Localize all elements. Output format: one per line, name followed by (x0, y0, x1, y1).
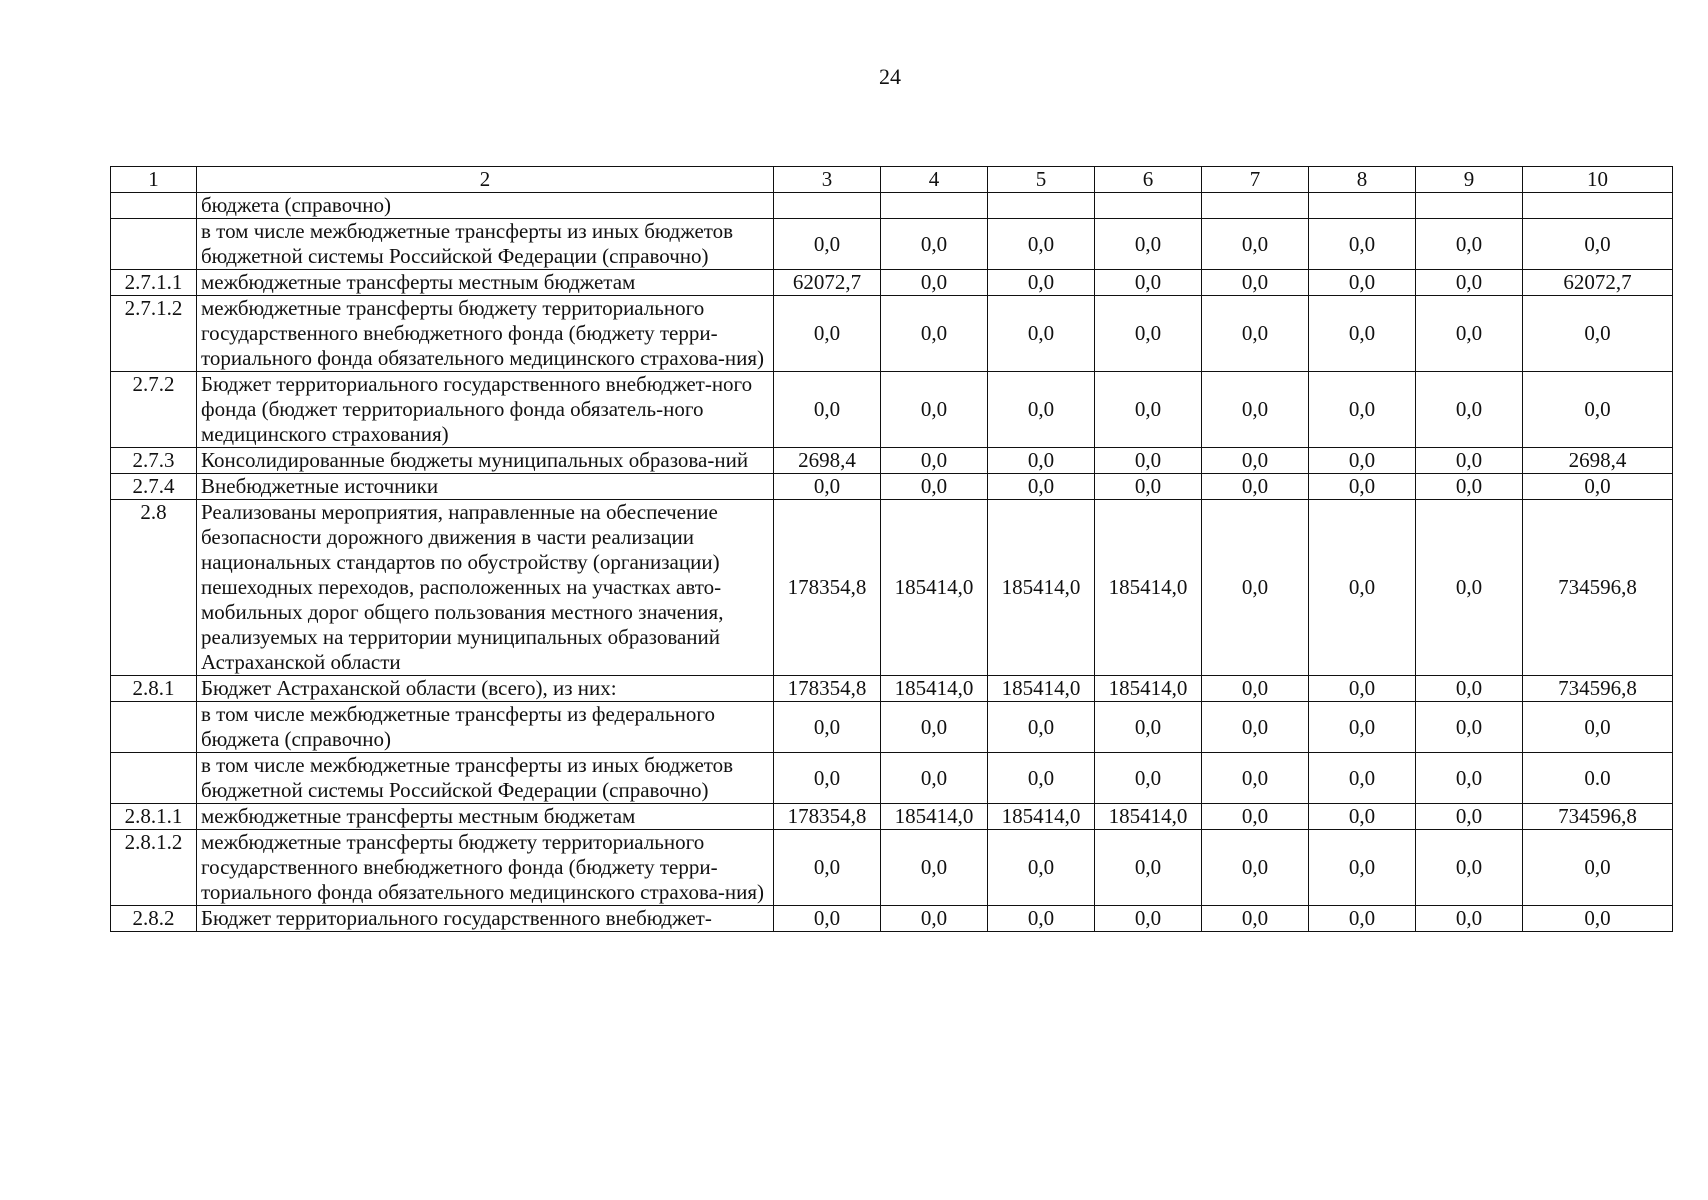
row-code (111, 702, 197, 753)
table-row (111, 219, 1673, 270)
value-cell: 0,0 (1202, 448, 1309, 474)
value-cell: 0,0 (1416, 372, 1523, 448)
row-code: 2.8 (111, 500, 197, 676)
row-code: 2.7.4 (111, 474, 197, 500)
value-cell: 0,0 (1309, 372, 1416, 448)
value-cell: 2698,4 (774, 448, 881, 474)
row-description: Консолидированные бюджеты муниципальных образова-ний (197, 448, 774, 474)
value-cell: 0,0 (1416, 219, 1523, 270)
value-cell: 0,0 (1523, 296, 1673, 372)
value-cell: 0,0 (881, 372, 988, 448)
table-row (111, 474, 1673, 500)
value-cell: 0,0 (1523, 906, 1673, 932)
value-cell: 0,0 (1202, 676, 1309, 702)
value-cell: 734596,8 (1523, 676, 1673, 702)
value-cell: 0,0 (1416, 753, 1523, 804)
row-description: бюджета (справочно) (197, 193, 774, 219)
table-row (111, 193, 1673, 219)
row-code: 2.8.1 (111, 676, 197, 702)
value-cell: 0,0 (1202, 372, 1309, 448)
value-cell: 0,0 (774, 372, 881, 448)
value-cell: 0,0 (1309, 676, 1416, 702)
value-cell: 0,0 (774, 830, 881, 906)
value-cell: 0,0 (1202, 702, 1309, 753)
row-code: 2.8.2 (111, 906, 197, 932)
table-row (111, 906, 1673, 932)
budget-table (110, 166, 1673, 932)
value-cell: 185414,0 (988, 676, 1095, 702)
value-cell: 0,0 (1202, 270, 1309, 296)
value-cell: 0,0 (988, 448, 1095, 474)
value-cell: 0,0 (988, 219, 1095, 270)
row-description: в том числе межбюджетные трансферты из федерального бюджета (справочно) (197, 702, 774, 753)
row-description: межбюджетные трансферты местным бюджетам (197, 270, 774, 296)
table-header-row (111, 167, 1673, 193)
row-description: Реализованы мероприятия, направленные на обеспечение безопасности дорожного движения в части реализации национальных стандартов по обустройству (организации) пешеходных переходов, расположенных на участках авто-мобильных дорог общего пользования местного значения, реализуемых на территории муниципальных образований Астраханской области (197, 500, 774, 676)
value-cell: 0,0 (1095, 753, 1202, 804)
value-cell: 0,0 (1095, 830, 1202, 906)
value-cell: 185414,0 (1095, 676, 1202, 702)
value-cell: 0,0 (1095, 702, 1202, 753)
table-row (111, 830, 1673, 906)
value-cell: 185414,0 (881, 500, 988, 676)
value-cell: 178354,8 (774, 804, 881, 830)
table-row (111, 753, 1673, 804)
value-cell: 0,0 (1309, 906, 1416, 932)
value-cell: 0,0 (1202, 296, 1309, 372)
row-description: Бюджет Астраханской области (всего), из них: (197, 676, 774, 702)
value-cell: 0,0 (1523, 219, 1673, 270)
value-cell: 0,0 (1095, 906, 1202, 932)
row-description: Бюджет территориального государственного внебюджет-ного фонда (бюджет территориального фонда обязатель-ного медицинского страхования) (197, 372, 774, 448)
column-header: 10 (1523, 167, 1673, 193)
row-description: Внебюджетные источники (197, 474, 774, 500)
value-cell: 0,0 (774, 474, 881, 500)
row-code (111, 193, 197, 219)
value-cell: 0,0 (774, 906, 881, 932)
value-cell: 0,0 (1309, 500, 1416, 676)
row-code: 2.8.1.1 (111, 804, 197, 830)
row-code: 2.7.1.1 (111, 270, 197, 296)
column-header: 4 (881, 167, 988, 193)
value-cell: 0,0 (1416, 296, 1523, 372)
row-description: в том числе межбюджетные трансферты из иных бюджетов бюджетной системы Российской Федерации (справочно) (197, 753, 774, 804)
value-cell: 0,0 (988, 474, 1095, 500)
value-cell: 0,0 (1309, 474, 1416, 500)
value-cell: 0,0 (1095, 448, 1202, 474)
value-cell: 0,0 (1202, 830, 1309, 906)
value-cell: 0,0 (1095, 372, 1202, 448)
value-cell: 2698,4 (1523, 448, 1673, 474)
value-cell: 0,0 (1416, 830, 1523, 906)
value-cell: 0,0 (1309, 753, 1416, 804)
value-cell: 0,0 (1416, 804, 1523, 830)
value-cell: 0,0 (881, 830, 988, 906)
value-cell: 0,0 (1523, 372, 1673, 448)
value-cell: 0,0 (988, 702, 1095, 753)
value-cell: 0,0 (1523, 702, 1673, 753)
value-cell: 0,0 (1309, 804, 1416, 830)
value-cell (1523, 193, 1673, 219)
value-cell: 178354,8 (774, 676, 881, 702)
value-cell: 0,0 (881, 270, 988, 296)
value-cell: 0,0 (774, 753, 881, 804)
value-cell: 0,0 (1095, 270, 1202, 296)
table-row (111, 500, 1673, 676)
value-cell: 0,0 (881, 474, 988, 500)
value-cell: 0,0 (1309, 702, 1416, 753)
value-cell: 0,0 (881, 702, 988, 753)
value-cell: 0,0 (1416, 448, 1523, 474)
row-description: межбюджетные трансферты бюджету территориального государственного внебюджетного фонда (бюджету терри-ториального фонда обязательного медицинского страхова-ния) (197, 830, 774, 906)
value-cell: 185414,0 (988, 500, 1095, 676)
value-cell: 0,0 (881, 219, 988, 270)
value-cell: 0,0 (1309, 448, 1416, 474)
value-cell: 0,0 (1202, 474, 1309, 500)
column-header: 2 (197, 167, 774, 193)
value-cell (774, 193, 881, 219)
value-cell: 62072,7 (1523, 270, 1673, 296)
value-cell: 0,0 (1309, 296, 1416, 372)
value-cell: 0,0 (988, 270, 1095, 296)
value-cell: 0,0 (1095, 474, 1202, 500)
value-cell: 0,0 (988, 372, 1095, 448)
value-cell: 0,0 (1095, 219, 1202, 270)
value-cell: 0,0 (1202, 219, 1309, 270)
value-cell: 0,0 (1202, 804, 1309, 830)
row-description: межбюджетные трансферты местным бюджетам (197, 804, 774, 830)
table-row (111, 448, 1673, 474)
value-cell (1416, 193, 1523, 219)
row-code (111, 753, 197, 804)
row-description: межбюджетные трансферты бюджету территориального государственного внебюджетного фонда (бюджету терри-ториального фонда обязательного медицинского страхова-ния) (197, 296, 774, 372)
column-header: 3 (774, 167, 881, 193)
value-cell: 0,0 (1309, 270, 1416, 296)
value-cell: 0,0 (1416, 702, 1523, 753)
column-header: 6 (1095, 167, 1202, 193)
row-code: 2.8.1.2 (111, 830, 197, 906)
table-row (111, 296, 1673, 372)
value-cell: 62072,7 (774, 270, 881, 296)
value-cell: 0,0 (1202, 500, 1309, 676)
table-row (111, 702, 1673, 753)
value-cell (1202, 193, 1309, 219)
value-cell: 185414,0 (988, 804, 1095, 830)
value-cell: 0,0 (774, 702, 881, 753)
value-cell: 0,0 (881, 906, 988, 932)
value-cell: 0,0 (1095, 296, 1202, 372)
value-cell: 185414,0 (881, 676, 988, 702)
value-cell: 0.0 (1523, 753, 1673, 804)
table-row (111, 676, 1673, 702)
value-cell: 0,0 (988, 296, 1095, 372)
value-cell (881, 193, 988, 219)
value-cell: 0,0 (988, 830, 1095, 906)
table-row (111, 270, 1673, 296)
value-cell: 0,0 (774, 219, 881, 270)
value-cell (1309, 193, 1416, 219)
value-cell: 0,0 (1309, 219, 1416, 270)
value-cell: 0,0 (1416, 500, 1523, 676)
value-cell: 0,0 (1416, 474, 1523, 500)
value-cell (988, 193, 1095, 219)
value-cell: 0,0 (1309, 830, 1416, 906)
value-cell: 185414,0 (1095, 500, 1202, 676)
value-cell: 0,0 (988, 753, 1095, 804)
column-header: 5 (988, 167, 1095, 193)
value-cell: 0,0 (774, 296, 881, 372)
table-row (111, 804, 1673, 830)
column-header: 8 (1309, 167, 1416, 193)
value-cell: 0,0 (1416, 906, 1523, 932)
value-cell: 185414,0 (881, 804, 988, 830)
column-header: 9 (1416, 167, 1523, 193)
row-description: в том числе межбюджетные трансферты из иных бюджетов бюджетной системы Российской Федерации (справочно) (197, 219, 774, 270)
value-cell: 0,0 (881, 296, 988, 372)
value-cell (1095, 193, 1202, 219)
value-cell: 0,0 (1416, 676, 1523, 702)
value-cell: 178354,8 (774, 500, 881, 676)
value-cell: 0,0 (881, 753, 988, 804)
row-code: 2.7.1.2 (111, 296, 197, 372)
page-number: 24 (879, 64, 901, 89)
row-code: 2.7.2 (111, 372, 197, 448)
value-cell: 185414,0 (1095, 804, 1202, 830)
value-cell: 0,0 (1523, 474, 1673, 500)
value-cell: 0,0 (881, 448, 988, 474)
table-row (111, 372, 1673, 448)
row-code: 2.7.3 (111, 448, 197, 474)
value-cell: 0,0 (1202, 753, 1309, 804)
column-header: 1 (111, 167, 197, 193)
row-code (111, 219, 197, 270)
value-cell: 0,0 (1523, 830, 1673, 906)
value-cell: 0,0 (1416, 270, 1523, 296)
value-cell: 734596,8 (1523, 804, 1673, 830)
row-description: Бюджет территориального государственного внебюджет- (197, 906, 774, 932)
value-cell: 734596,8 (1523, 500, 1673, 676)
value-cell: 0,0 (1202, 906, 1309, 932)
value-cell: 0,0 (988, 906, 1095, 932)
column-header: 7 (1202, 167, 1309, 193)
